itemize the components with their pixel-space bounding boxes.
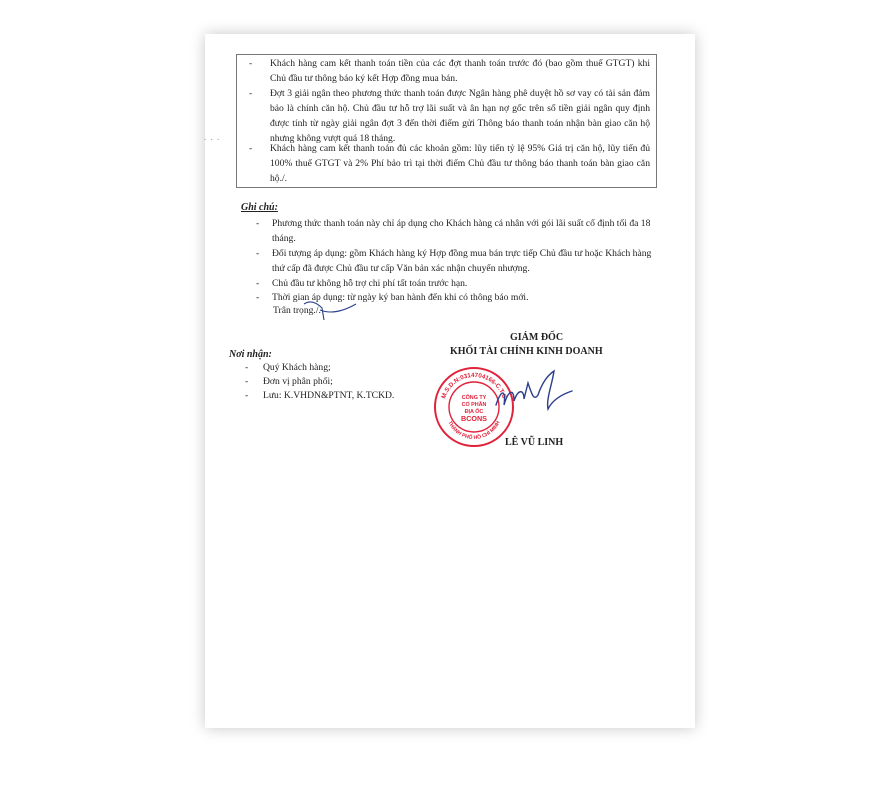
svg-text:CÔNG TY: CÔNG TY (461, 395, 487, 401)
svg-text:CỔ PHẦN: CỔ PHẦN (461, 402, 487, 408)
payment-terms-box: - Khách hàng cam kết thanh toán tiền của các đợt thanh toán trước đó (bao gồm thuế GTGT) khi Chủ đầu tư thông báo ký kết Hợp đồng mua bán. - Đợt 3 giải ngân theo phương thức thanh toán được Ngân hàng phê duyệt hồ sơ vay có tài sản đảm bảo là chính căn hộ. Chủ đầu tư hỗ trợ lãi suất và ân hạn nợ gốc trên số tiền giải ngân quy định được tính từ ngày giải ngân đợt 3 đến thời điểm gửi Thông báo thanh toán nhận bàn giao căn hộ nhưng không vượt quá 18 tháng. - Khách hàng cam kết thanh toán đủ các khoản gồm: lũy tiến tỷ lệ 95% Giá trị căn hộ, lũy tiến đủ 100% thuế GTGT và 2% Phí bảo trì tại thời điểm Chủ đầu tư thông báo thanh toán bàn giao căn hộ./. (236, 54, 657, 188)
stamp-ring-text: M.S.D.N:0314704166-C.T.C (440, 371, 508, 400)
signer-title: GIÁM ĐỐC (510, 332, 564, 343)
handwritten-signature (488, 365, 578, 425)
initials-scribble (300, 296, 360, 324)
margin-dots: . . . (204, 132, 221, 142)
recipients-heading: Nơi nhận: (229, 349, 272, 360)
closing-text: Trân trọng./. (273, 305, 321, 316)
signer-department: KHỐI TÀI CHÍNH KINH DOANH (450, 346, 603, 357)
notes-heading: Ghi chú: (241, 202, 278, 213)
signer-name: LÊ VŨ LINH (505, 437, 564, 448)
svg-text:BCONS: BCONS (461, 414, 487, 423)
stamp-bottom-text: THÀNH PHỐ HỒ CHÍ MINH (446, 420, 502, 442)
svg-text:ĐỊA ỐC: ĐỊA ỐC (464, 409, 484, 415)
